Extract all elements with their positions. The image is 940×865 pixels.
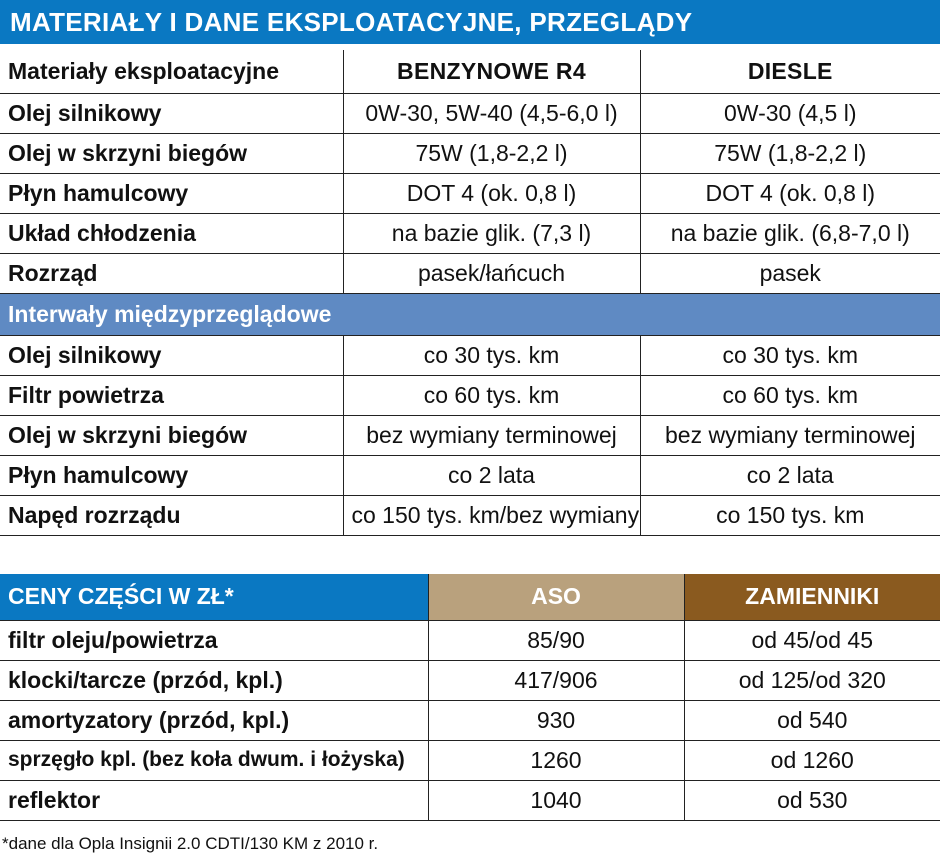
aso-price: 1040 bbox=[428, 780, 684, 820]
table-row bbox=[0, 620, 940, 660]
row-label: Olej w skrzyni biegów bbox=[0, 415, 343, 455]
petrol-value: co 30 tys. km bbox=[343, 335, 640, 375]
section-title: Interwały międzyprzeglądowe bbox=[0, 293, 940, 335]
replacement-price: od 1260 bbox=[684, 740, 940, 780]
table-row bbox=[0, 455, 940, 495]
part-name: klocki/tarcze (przód, kpl.) bbox=[0, 660, 428, 700]
table-row bbox=[0, 93, 940, 133]
diesel-value: pasek bbox=[640, 253, 940, 293]
petrol-value: co 60 tys. km bbox=[343, 375, 640, 415]
petrol-value: 0W-30, 5W-40 (4,5-6,0 l) bbox=[343, 93, 640, 133]
part-name: sprzęgło kpl. (bez koła dwum. i łożyska) bbox=[0, 740, 428, 780]
row-label: Napęd rozrządu bbox=[0, 495, 343, 535]
materials-header-row bbox=[0, 50, 940, 93]
column-header-zamienniki: ZAMIENNIKI bbox=[684, 574, 940, 620]
petrol-value: co 150 tys. km/bez wymiany bbox=[343, 495, 640, 535]
footnote: *dane dla Opla Insignii 2.0 CDTI/130 KM z 2010 r. bbox=[2, 834, 379, 853]
aso-price: 417/906 bbox=[428, 660, 684, 700]
table-row bbox=[0, 335, 940, 375]
section-header-row bbox=[0, 293, 940, 335]
table-row bbox=[0, 133, 940, 173]
column-header-aso: ASO bbox=[428, 574, 684, 620]
table-row bbox=[0, 375, 940, 415]
column-header-parts: CENY CZĘŚCI W ZŁ* bbox=[0, 574, 428, 620]
table-row bbox=[0, 780, 940, 820]
table-row bbox=[0, 253, 940, 293]
prices-header-row bbox=[0, 574, 940, 620]
table-row bbox=[0, 740, 940, 780]
diesel-value: co 60 tys. km bbox=[640, 375, 940, 415]
part-name: reflektor bbox=[0, 780, 428, 820]
table-row bbox=[0, 660, 940, 700]
row-label: Olej w skrzyni biegów bbox=[0, 133, 343, 173]
row-label: Rozrząd bbox=[0, 253, 343, 293]
diesel-value: bez wymiany terminowej bbox=[640, 415, 940, 455]
row-label: Płyn hamulcowy bbox=[0, 455, 343, 495]
replacement-price: od 45/od 45 bbox=[684, 620, 940, 660]
part-name: filtr oleju/powietrza bbox=[0, 620, 428, 660]
aso-price: 85/90 bbox=[428, 620, 684, 660]
aso-price: 1260 bbox=[428, 740, 684, 780]
column-header-petrol: BENZYNOWE R4 bbox=[343, 50, 640, 93]
table-row bbox=[0, 495, 940, 535]
replacement-price: od 530 bbox=[684, 780, 940, 820]
row-label: Płyn hamulcowy bbox=[0, 173, 343, 213]
diesel-value: co 150 tys. km bbox=[640, 495, 940, 535]
petrol-value: na bazie glik. (7,3 l) bbox=[343, 213, 640, 253]
page-title: MATERIAŁY I DANE EKSPLOATACYJNE, PRZEGLĄDY bbox=[0, 0, 940, 44]
row-label: Filtr powietrza bbox=[0, 375, 343, 415]
diesel-value: co 30 tys. km bbox=[640, 335, 940, 375]
petrol-value: 75W (1,8-2,2 l) bbox=[343, 133, 640, 173]
column-header-materials: Materiały eksploatacyjne bbox=[0, 50, 343, 93]
row-label: Olej silnikowy bbox=[0, 93, 343, 133]
materials-table bbox=[0, 50, 940, 536]
table-row bbox=[0, 213, 940, 253]
diesel-value: na bazie glik. (6,8-7,0 l) bbox=[640, 213, 940, 253]
aso-price: 930 bbox=[428, 700, 684, 740]
diesel-value: 75W (1,8-2,2 l) bbox=[640, 133, 940, 173]
table-row bbox=[0, 415, 940, 455]
petrol-value: DOT 4 (ok. 0,8 l) bbox=[343, 173, 640, 213]
row-label: Olej silnikowy bbox=[0, 335, 343, 375]
petrol-value: bez wymiany terminowej bbox=[343, 415, 640, 455]
prices-table bbox=[0, 574, 940, 821]
diesel-value: DOT 4 (ok. 0,8 l) bbox=[640, 173, 940, 213]
diesel-value: co 2 lata bbox=[640, 455, 940, 495]
table-row bbox=[0, 173, 940, 213]
replacement-price: od 125/od 320 bbox=[684, 660, 940, 700]
row-label: Układ chłodzenia bbox=[0, 213, 343, 253]
column-header-diesel: DIESLE bbox=[640, 50, 940, 93]
petrol-value: co 2 lata bbox=[343, 455, 640, 495]
part-name: amortyzatory (przód, kpl.) bbox=[0, 700, 428, 740]
table-row bbox=[0, 700, 940, 740]
diesel-value: 0W-30 (4,5 l) bbox=[640, 93, 940, 133]
petrol-value: pasek/łańcuch bbox=[343, 253, 640, 293]
replacement-price: od 540 bbox=[684, 700, 940, 740]
